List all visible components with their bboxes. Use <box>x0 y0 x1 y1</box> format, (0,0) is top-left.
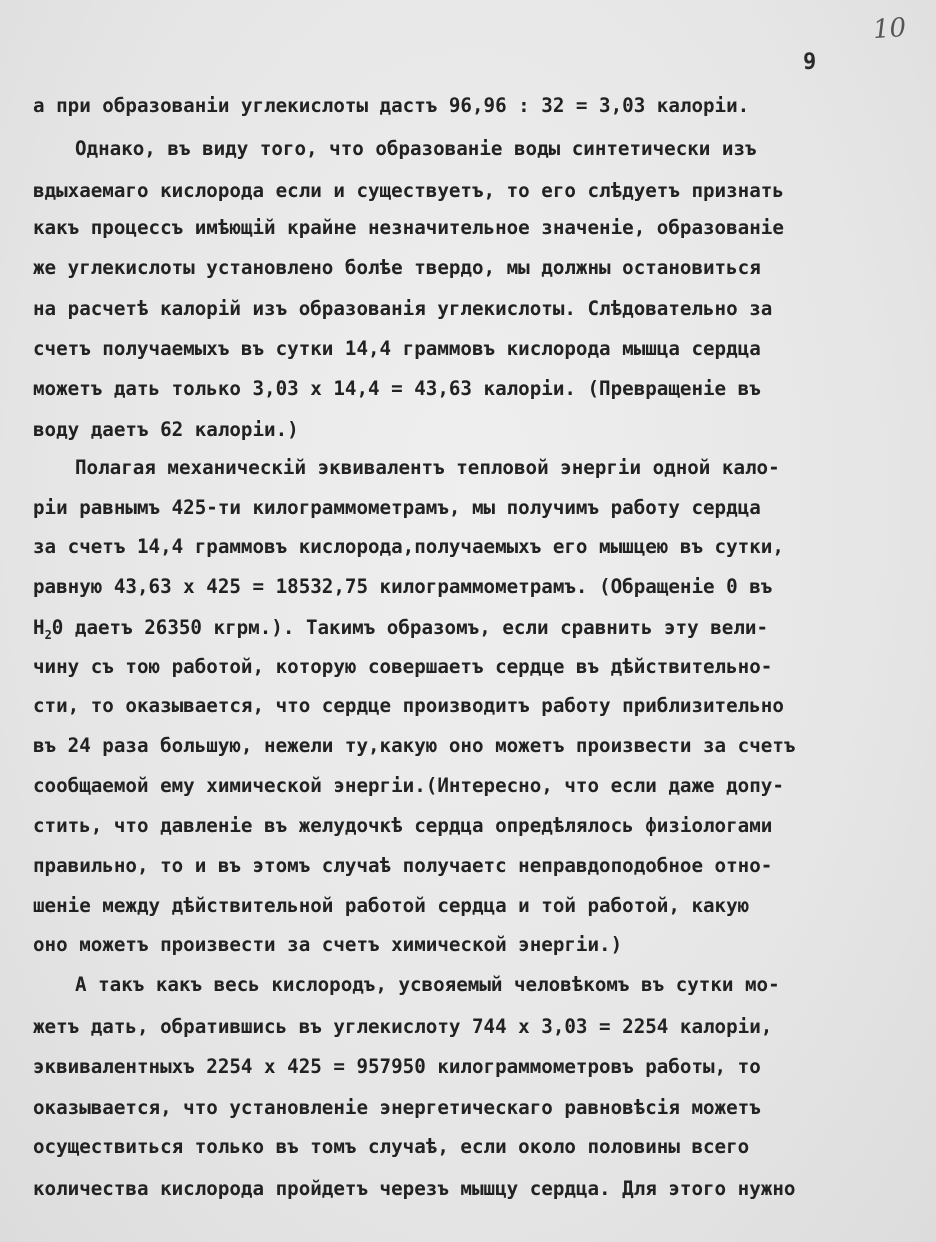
text-line: а при образованіи углекислоты дастъ 96,96 : 32 = 3,03 калоріи. <box>33 94 750 117</box>
text-line: оказывается, что установленіе энергетическаго равновѣсія можетъ <box>33 1096 761 1119</box>
text-line: можетъ дать только 3,03 х 14,4 = 43,63 калоріи. (Превращеніе въ <box>33 377 761 400</box>
text-line: оно можетъ произвести за счетъ химической энергіи.) <box>33 933 623 956</box>
text-line: ріи равнымъ 425-ти килограммометрамъ, мы получимъ работу сердца <box>33 496 761 519</box>
text-line: эквивалентныхъ 2254 х 425 = 957950 килограммометровъ работы, то <box>33 1055 761 1078</box>
text-line: воду даетъ 62 калоріи.) <box>33 418 299 441</box>
text-line: сти, то оказывается, что сердце производитъ работу приблизительно <box>33 694 784 717</box>
text-line: жетъ дать, обратившись въ углекислоту 744 х 3,03 = 2254 калоріи, <box>33 1015 773 1038</box>
text-line: равную 43,63 х 425 = 18532,75 килограммометрамъ. (Обращеніе 0 въ <box>33 575 773 598</box>
text-line: сообщаемой ему химической энергіи.(Интересно, что если даже допу- <box>33 774 784 797</box>
h2o-line-text: 0 даетъ 26350 кгрм.). Такимъ образомъ, если сравнить эту вели- <box>51 616 769 639</box>
text-line: Полагая механическій эквивалентъ тепловой энергіи одной кало- <box>75 456 780 479</box>
archive-page-number: 10 <box>871 12 908 46</box>
text-line: на расчетѣ калорій изъ образованія углекислоты. Слѣдовательно за <box>33 297 773 320</box>
text-line: за счетъ 14,4 граммовъ кислорода,получаемыхъ его мышцею въ сутки, <box>33 535 784 558</box>
text-line: въ 24 раза большую, нежели ту,какую оно можетъ произвести за счетъ <box>33 734 796 757</box>
text-line: счетъ получаемыхъ въ сутки 14,4 граммовъ кислорода мышца сердца <box>33 337 761 360</box>
text-line: шеніе между дѣйствительной работой сердца и той работой, какую <box>33 894 750 917</box>
text-line: какъ процессъ имѣющій крайне незначительное значеніе, образованіе <box>33 216 784 239</box>
text-line: правильно, то и въ этомъ случаѣ получаетс неправдоподобное отно- <box>33 854 773 877</box>
text-line: же углекислоты установлено болѣе твердо, мы должны остановиться <box>33 256 761 279</box>
text-line: стить, что давленіе въ желудочкѣ сердца опредѣлялось физіологами <box>33 814 773 837</box>
h2o-subscript: 2 <box>44 627 52 642</box>
text-line: осуществиться только въ томъ случаѣ, если около половины всего <box>33 1135 750 1158</box>
text-line: А такъ какъ весь кислородъ, усвояемый человѣкомъ въ сутки мо- <box>75 973 780 996</box>
text-line: вдыхаемаго кислорода если и существуетъ, то его слѣдуетъ признать <box>33 179 784 202</box>
page-number: 9 <box>803 50 817 75</box>
text-line: чину съ тою работой, которую совершаетъ сердце въ дѣйствительно- <box>33 655 773 678</box>
h2o-prefix: H <box>33 616 45 639</box>
text-line-h2o <box>33 616 768 640</box>
text-line: Однако, въ виду того, что образованіе воды синтетически изъ <box>75 137 757 160</box>
text-line: количества кислорода пройдетъ черезъ мышцу сердца. Для этого нужно <box>33 1177 796 1200</box>
